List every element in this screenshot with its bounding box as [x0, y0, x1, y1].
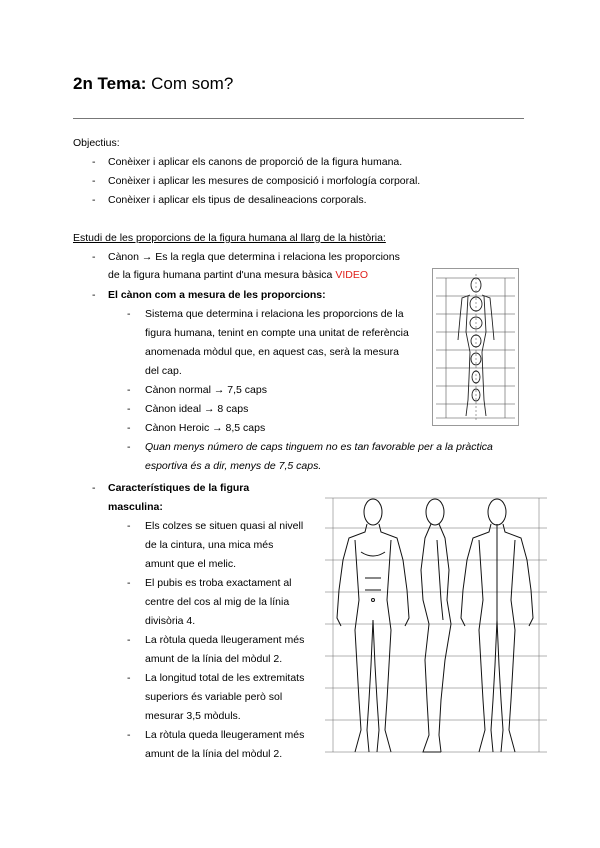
male-item-line: amunt de la línia del mòdul 2. [145, 653, 283, 665]
male-item-line: amunt que el melic. [145, 558, 237, 570]
study-heading: Estudi de les proporcions de la figura humana al llarg de la història: [73, 232, 386, 244]
bullet-dash: - [127, 520, 131, 532]
bullet-dash: - [127, 441, 131, 453]
bullet-dash: - [127, 577, 131, 589]
canon-heroic: Cànon Heroic → 8,5 caps [145, 422, 266, 434]
note-line: esportiva és a dir, menys de 7,5 caps. [145, 460, 322, 472]
male-item-line: mesurar 3,5 mòduls. [145, 710, 241, 722]
canon-proportions-image [432, 268, 519, 426]
male-figure-drawing [325, 490, 547, 760]
objective-item: Conèixer i aplicar els tipus de desalineacions corporals. [108, 194, 367, 206]
male-item-line: La ròtula queda lleugerament més [145, 634, 305, 646]
bullet-dash: - [92, 482, 96, 494]
page-title [73, 74, 233, 94]
male-item-line: centre del cos al mig de la línia [145, 596, 290, 608]
bullet-dash: - [127, 384, 131, 396]
bullet-dash: - [92, 175, 96, 187]
objectives-label: Objectius: [73, 137, 120, 149]
male-heading: masculina: [108, 501, 163, 513]
male-item-line: superiors és variable però sol [145, 691, 283, 703]
bullet-dash: - [127, 422, 131, 434]
bullet-dash: - [127, 308, 131, 320]
objective-item: Conèixer i aplicar les mesures de composició i morfología corporal. [108, 175, 421, 187]
video-link[interactable]: VIDEO [335, 269, 368, 281]
objective-item: Conèixer i aplicar els canons de proporció de la figura humana. [108, 156, 403, 168]
measure-heading: El cànon com a mesura de les proporcions: [108, 289, 326, 301]
canon-ideal: Cànon ideal → 8 caps [145, 403, 249, 415]
bullet-dash: - [127, 729, 131, 741]
bullet-dash: - [127, 634, 131, 646]
canon-definition-line: Cànon → Es la regla que determina i relaciona les proporcions [108, 251, 400, 263]
system-line: Sistema que determina i relaciona les proporcions de la [145, 308, 404, 320]
male-item-line: amunt de la línia del mòdul 2. [145, 748, 283, 760]
male-figure-image [325, 490, 547, 760]
canon-normal: Cànon normal → 7,5 caps [145, 384, 267, 396]
male-item-line: La longitud total de les extremitats [145, 672, 305, 684]
note-line: Quan menys número de caps tinguem no es tan favorable per a la pràctica [145, 441, 493, 453]
system-line: del cap. [145, 365, 182, 377]
canon-proportions-drawing [432, 268, 519, 426]
male-item-line: La ròtula queda lleugerament més [145, 729, 305, 741]
male-item-line: Els colzes se situen quasi al nivell [145, 520, 304, 532]
canon-definition-text: de la figura humana partint d'una mesura bàsica [108, 269, 336, 281]
title-prefix: 2n Tema: [73, 74, 147, 93]
bullet-dash: - [92, 289, 96, 301]
system-line: anomenada mòdul que, en aquest cas, serà la mesura [145, 346, 399, 358]
system-line: figura humana, tenint en compte una unitat de referència [145, 327, 409, 339]
title-text: Com som? [146, 74, 234, 93]
male-item-line: El pubis es troba exactament al [145, 577, 292, 589]
bullet-dash: - [92, 194, 96, 206]
male-item-line: de la cintura, una mica més [145, 539, 274, 551]
title-divider [73, 118, 524, 119]
bullet-dash: - [92, 251, 96, 263]
male-item-line: divisòria 4. [145, 615, 196, 627]
bullet-dash: - [92, 156, 96, 168]
male-heading: Característiques de la figura [108, 482, 250, 494]
bullet-dash: - [127, 403, 131, 415]
canon-definition-line [108, 266, 368, 285]
bullet-dash: - [127, 672, 131, 684]
